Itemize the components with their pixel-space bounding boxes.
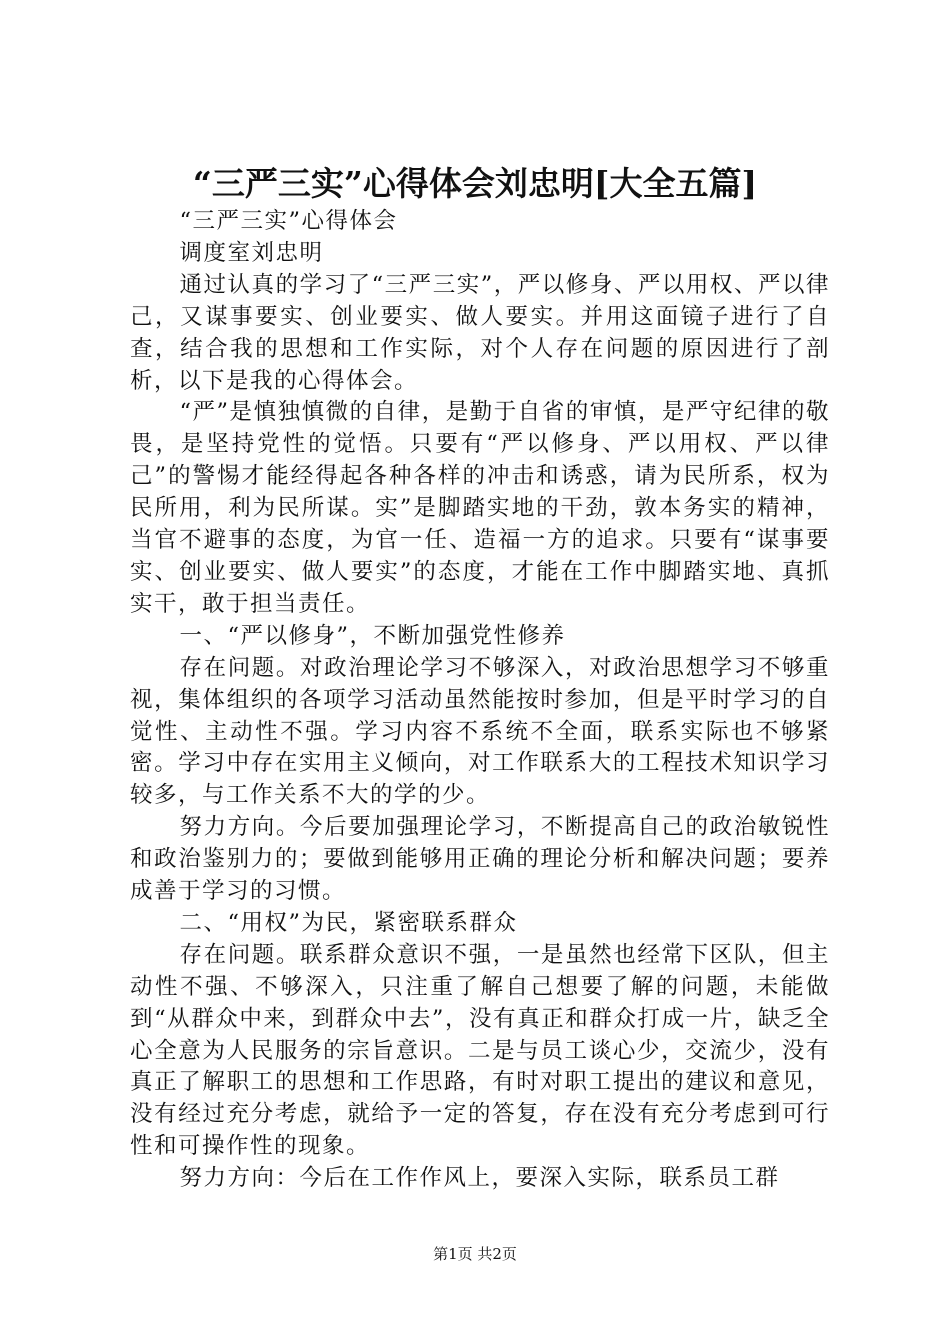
paragraph: 通过认真的学习了“三严三实”，严以修身、严以用权、严以律己，又谋事要实、创业要实、做人要实。并用这面镜子进行了自查，结合我的思想和工作实际，对个人存在问题的原因进行了剖析，以下是我的心得体会。 [130, 271, 830, 394]
paragraph: 努力方向：今后在工作作风上，要深入实际，联系员工群 [179, 1165, 780, 1192]
paragraph: 努力方向。今后要加强理论学习，不断提高自己的政治敏锐性和政治鉴别力的；要做到能够用正确的理论分析和解决问题；要养成善于学习的习惯。 [130, 814, 830, 905]
section-heading: 二、“用权”为民，紧密联系群众 [179, 909, 518, 936]
paragraph: “严”是慎独慎微的自律，是勤于自省的审慎，是严守纪律的敬畏，是坚持党性的觉悟。只要有“严以修身、严以用权、严以律己”的警惕才能经得起各种各样的冲击和诱惑，请为民所系，权为民所用，利为民所谋。实”是脚踏实地的干劲，敦本务实的精神，当官不避事的态度，为官一任、造福一方的追求。只要有“谋事要实、创业要实、做人要实”的态度，才能在工作中脚踏实地、真抓实干，敢于担当责任。 [130, 399, 830, 617]
document-body [130, 206, 830, 1195]
page-footer: 第1页 共2页 [433, 1245, 517, 1263]
paragraph: 存在问题。联系群众意识不强，一是虽然也经常下区队，但主动性不强、不够深入，只注重了解自己想要了解的问题，未能做到“从群众中来，到群众中去”，没有真正和群众打成一片，缺乏全心全意为人民服务的宗旨意识。二是与员工谈心少，交流少，没有真正了解职工的思想和工作思路，有时对职工提出的建议和意见，没有经过充分考虑，就给予一定的答复，存在没有充分考虑到可行性和可操作性的现象。 [130, 941, 830, 1160]
paragraph-author: 调度室刘忠明 [179, 239, 324, 266]
section-heading: 一、“严以修身”，不断加强党性修养 [179, 622, 566, 649]
paragraph-subtitle: “三严三实”心得体会 [179, 208, 398, 234]
paragraph: 存在问题。对政治理论学习不够深入，对政治思想学习不够重视，集体组织的各项学习活动虽然能按时参加，但是平时学习的自觉性、主动性不强。学习内容不系统不全面，联系实际也不够紧密。学习中存在实用主义倾向，对工作联系大的工程技术知识学习较多，与工作关系不大的学的少。 [130, 654, 830, 809]
document-title: “三严三实”心得体会刘忠明[大全五篇] [192, 164, 758, 203]
